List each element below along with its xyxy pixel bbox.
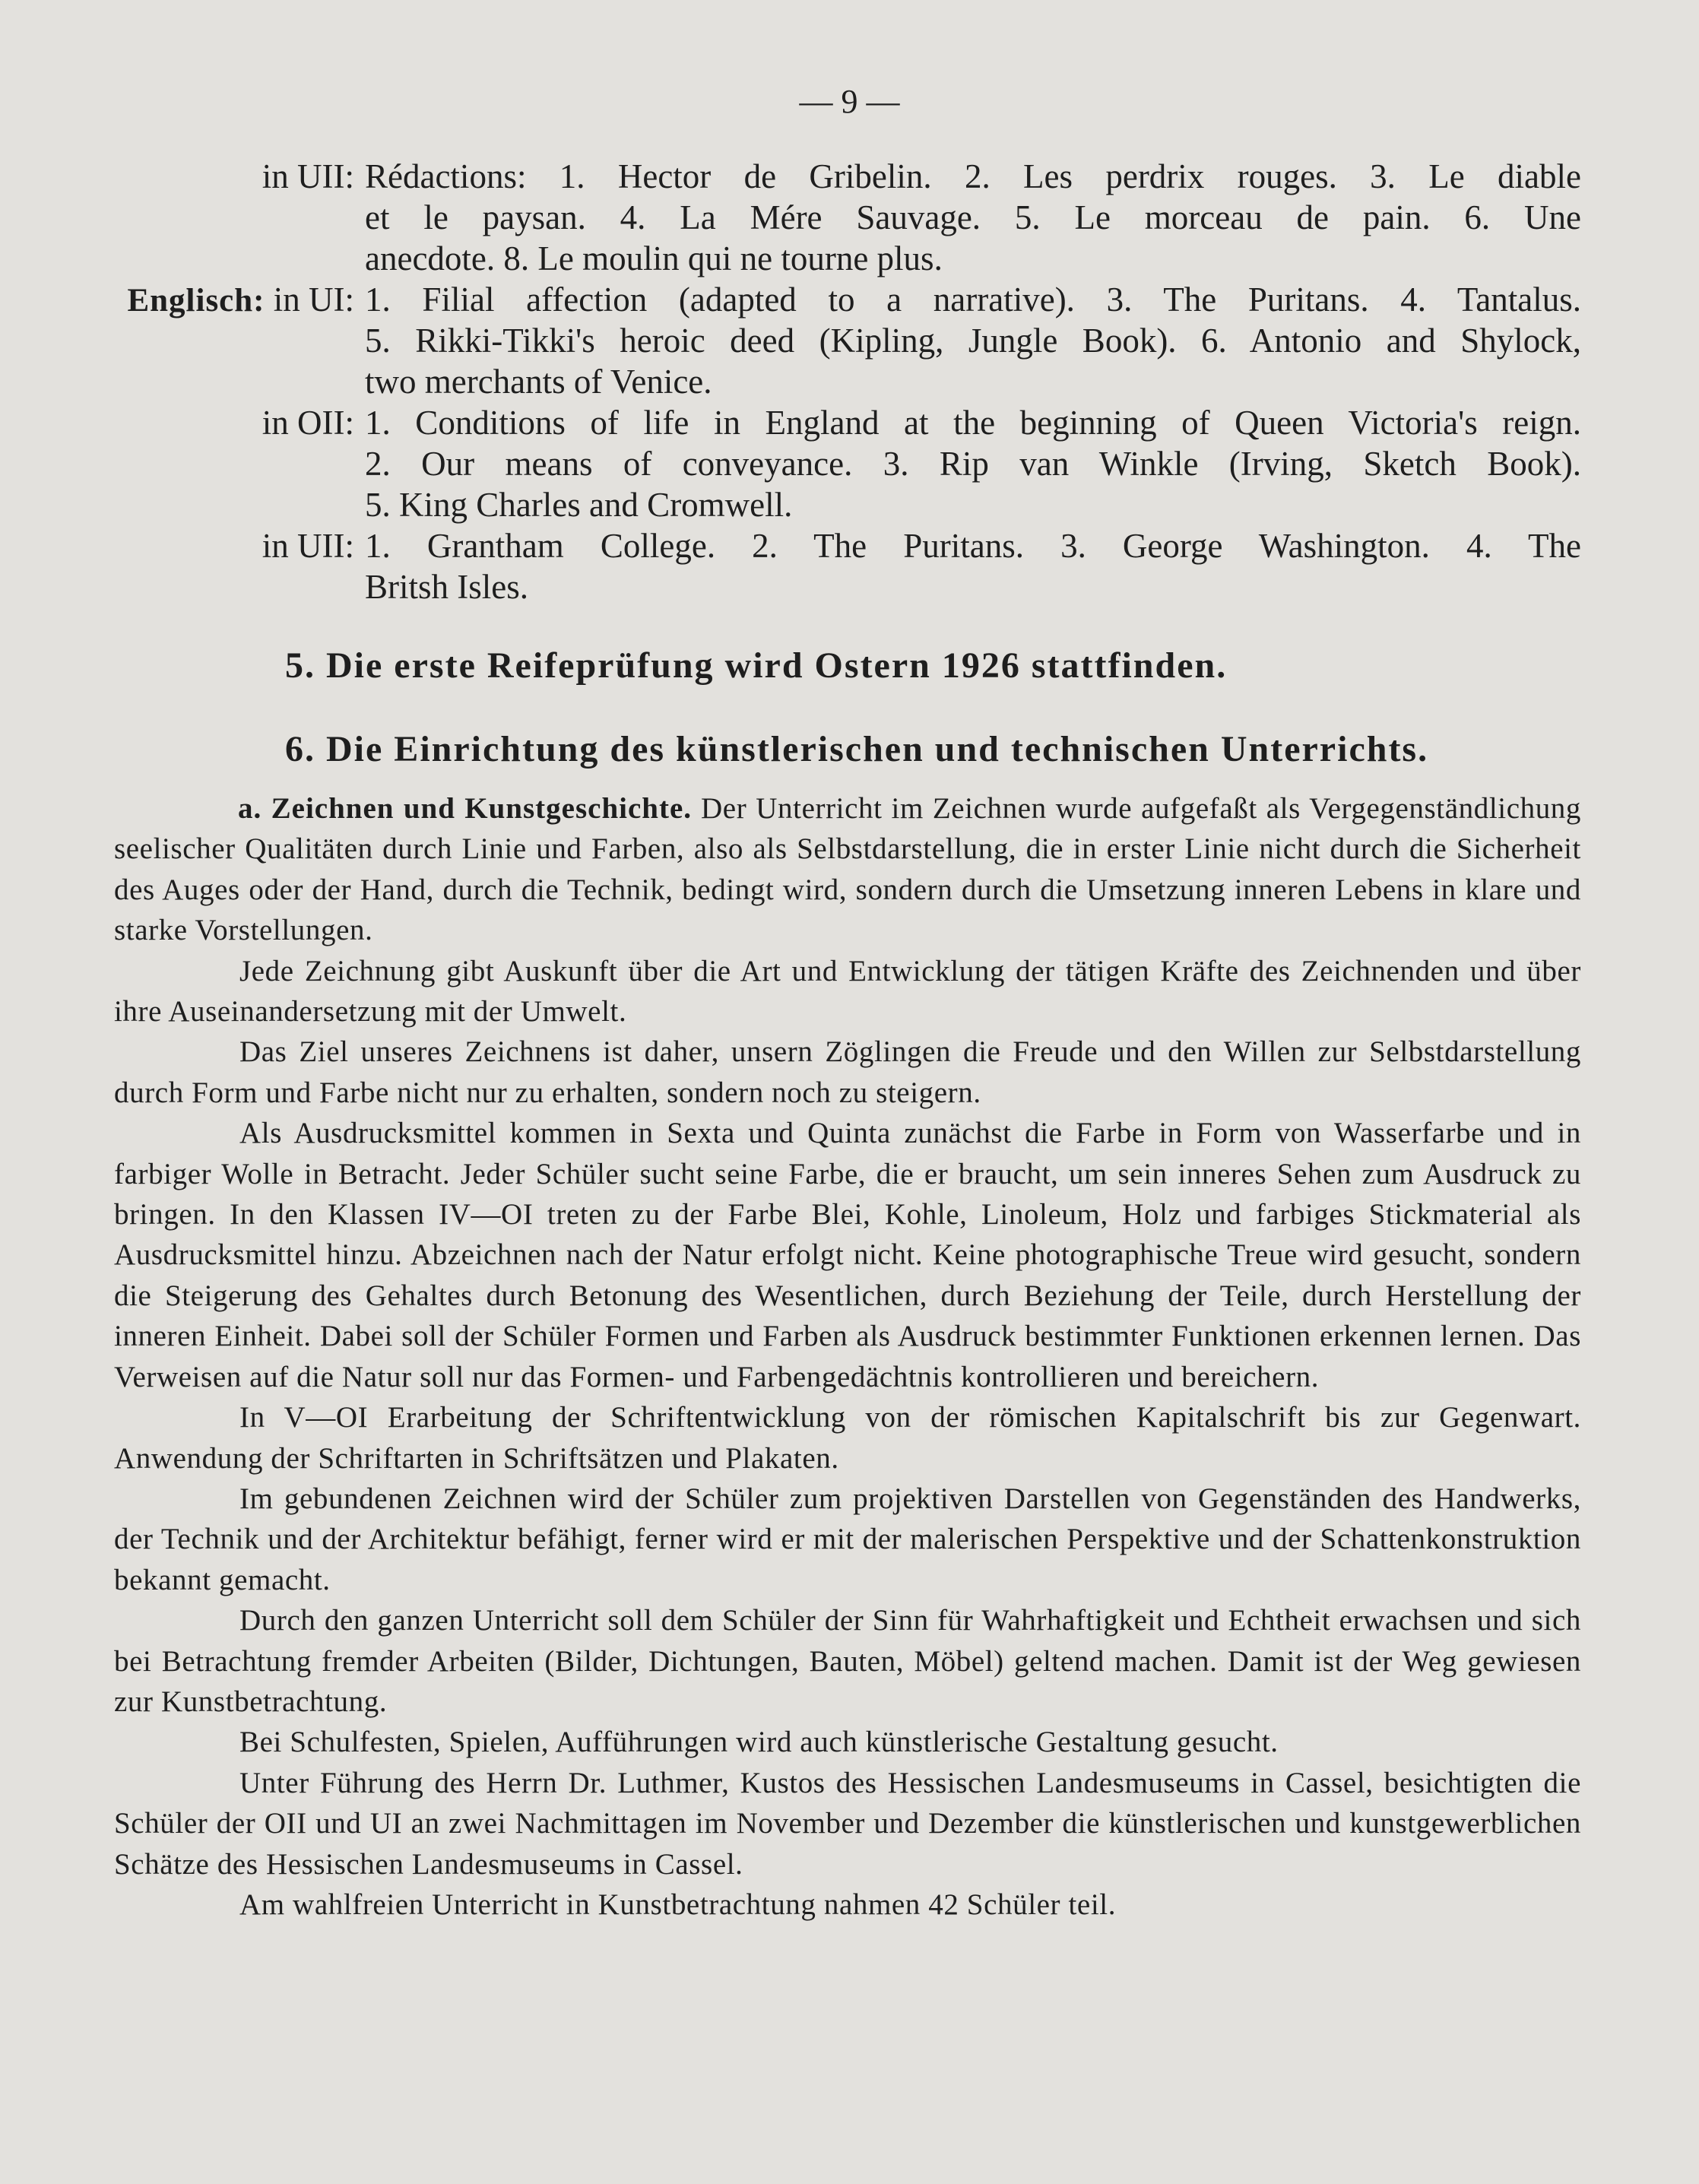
exercise-text [365,525,1581,607]
paragraph: Als Ausdrucksmittel kommen in Sexta und Quinta zunächst die Farbe in Form von Wasserfarbe und in farbiger Wolle in Betracht. Jeder Schüler sucht seine Farbe, die er braucht, um sein inneres Sehen zum Ausdruck zu bringen. In den Klassen IV—OI treten zu der Farbe Blei, Kohle, Linoleum, Holz und farbiges Stickmaterial als Ausdrucksmittel hinzu. Abzeichnen nach der Natur erfolgt nicht. Keine photographische Treue wird gesucht, sondern die Steigerung des Gehaltes durch Betonung des Wesentlichen, durch Beziehung der Teile, durch Herstellung der inneren Einheit. Dabei soll der Schüler Formen und Farben als Ausdruck bestimmter Funktionen erkennen lernen. Das Verweisen auf die Natur soll nur das Formen- und Farbengedächtnis kontrollieren und bereichern. [114,1117,1581,1393]
french-exercises [114,156,1581,279]
paragraph: Durch den ganzen Unterricht soll dem Schüler der Sinn für Wahrhaftigkeit und Echtheit erwachsen und sich bei Betrachtung fremder Arbeiten (Bilder, Dichtungen, Bauten, Möbel) geltend machen. Damit ist der Weg gewiesen zur Kunstbetrachtung. [114,1604,1581,1718]
text-line: 1. Grantham College. 2. The Puritans. 3. George Washington. 4. The [365,527,1581,565]
exercise-group [114,402,1581,525]
paragraph: Unter Führung des Herrn Dr. Luthmer, Kustos des Hessischen Landesmuseums in Cassel, besichtigten die Schüler der OII und UI an zwei Nachmittagen im November und Dezember die künstlerischen und kunstgewerblichen Schätze des Hessischen Landesmuseums in Cassel. [114,1766,1581,1881]
text-line: anecdote. 8. Le moulin qui ne tourne plus. [365,239,943,277]
class-label [114,402,365,525]
english-exercises [114,279,1581,607]
text-line: Rédactions: 1. Hector de Gribelin. 2. Les perdrix rouges. 3. Le diable [365,157,1581,195]
class-label [114,156,365,279]
section-a-body [114,788,1581,1925]
text-line: 1. Conditions of life in England at the beginning of Queen Victoria's reign. [365,404,1581,442]
page-number: — 9 — [799,83,900,120]
class-label-text: in UII: [262,527,354,565]
paragraph: Am wahlfreien Unterricht in Kunstbetrachtung nahmen 42 Schüler teil. [239,1888,1117,1921]
text-line: Britsh Isles. [365,568,529,606]
paragraph: Jede Zeichnung gibt Auskunft über die Art und Entwicklung der tätigen Kräfte des Zeichnenden und über ihre Auseinandersetzung mit der Umwelt. [114,954,1581,1029]
section-heading-5: 5. Die erste Reifeprüfung wird Ostern 1926 stattfinden. [285,645,1228,686]
section-a-title: a. Zeichnen und Kunstgeschichte. [238,792,693,825]
exercise-text [365,402,1581,525]
class-label-text: in UI: [273,281,354,319]
exercise-text [365,156,1581,279]
paragraph: Bei Schulfesten, Spielen, Aufführungen wird auch künstlerische Gestaltung gesucht. [239,1726,1279,1759]
class-label-text: in OII: [262,404,354,442]
paragraph [114,788,1581,951]
text-line: 5. King Charles and Cromwell. [365,486,793,524]
paragraph: In V—OI Erarbeitung der Schriftentwicklung von der römischen Kapitalschrift bis zur Gegenwart. Anwendung der Schriftarten in Schriftsätzen und Plakaten. [114,1401,1581,1475]
exercise-group [114,279,1581,402]
section-heading-6: 6. Die Einrichtung des künstlerischen und technischen Unterrichts. [285,729,1429,769]
paragraph: Im gebundenen Zeichnen wird der Schüler zum projektiven Darstellen von Gegenständen des Handwerks, der Technik und der Architektur befähigt, ferner wird er mit der malerischen Perspektive und der Schattenkonstruktion bekannt gemacht. [114,1482,1581,1596]
exercise-text [365,279,1581,402]
text-line: 2. Our means of conveyance. 3. Rip van Winkle (Irving, Sketch Book). [365,445,1581,483]
paragraph-text: Der Unterricht im Zeichnen wurde aufgefaßt als Vergegenständlichung seelischer Qualitäten durch Linie und Farben, also als Selbstdarstellung, die in erster Linie nicht durch die Sicherheit des Auges oder der Hand, durch die Technik, bedingt wird, sondern durch die Umsetzung inneren Lebens in klare und starke Vorstellungen. [114,792,1582,947]
exercise-group [114,525,1581,607]
class-label [114,279,365,402]
subject-label: Englisch: [127,283,265,319]
class-label-text: in UII: [262,157,354,195]
exercise-group [114,156,1581,279]
text-line: et le paysan. 4. La Mére Sauvage. 5. Le morceau de pain. 6. Une [365,198,1581,236]
text-line: two merchants of Venice. [365,363,712,401]
paragraph: Das Ziel unseres Zeichnens ist daher, unsern Zöglingen die Freude und den Willen zur Selbstdarstellung durch Form und Farbe nicht nur zu erhalten, sondern noch zu steigern. [114,1035,1581,1109]
class-label [114,525,365,607]
text-line: 1. Filial affection (adapted to a narrative). 3. The Puritans. 4. Tantalus. [365,281,1581,319]
text-line: 5. Rikki-Tikki's heroic deed (Kipling, Jungle Book). 6. Antonio and Shylock, [365,322,1581,360]
